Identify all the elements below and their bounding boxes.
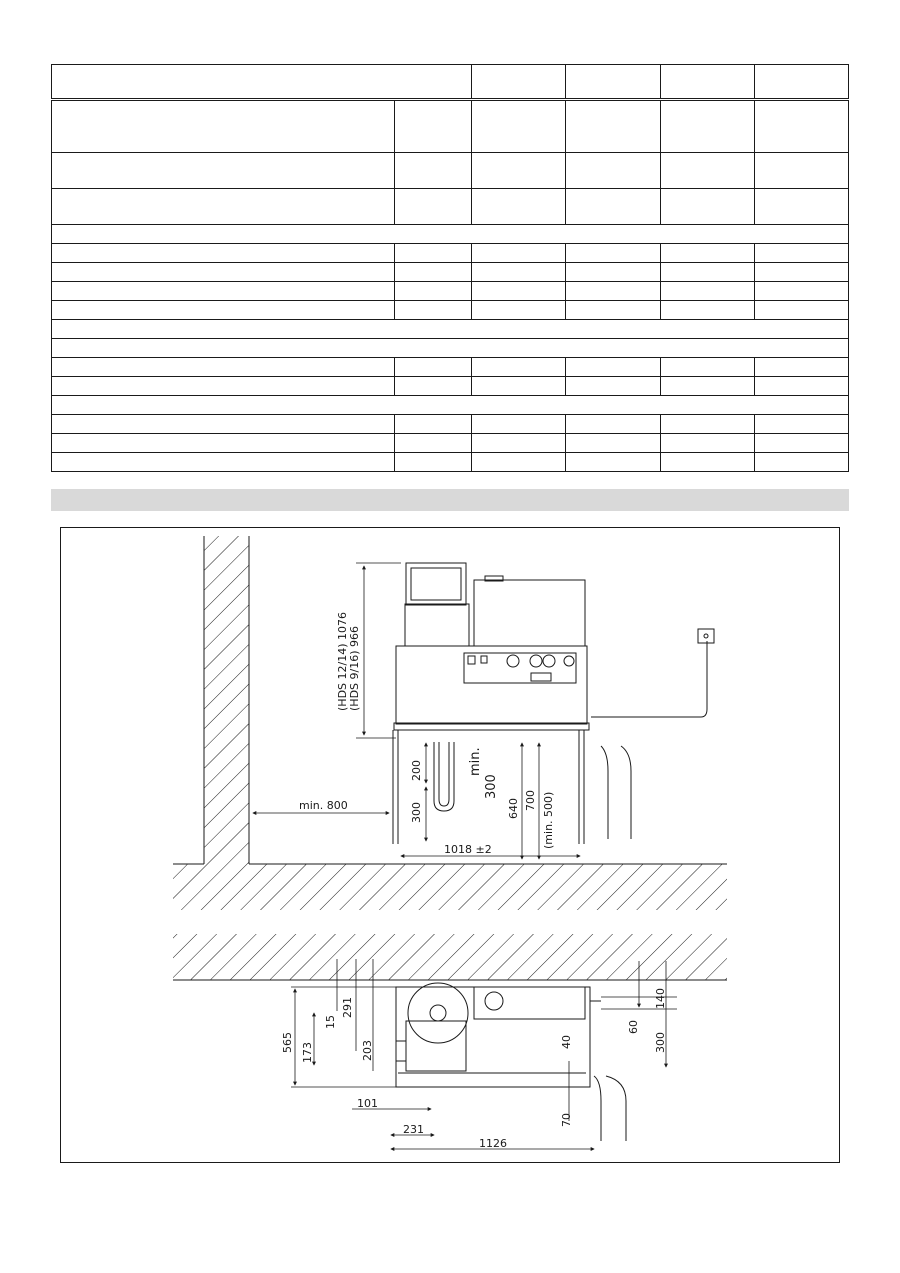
- table-cell: [566, 100, 661, 153]
- table-cell: [661, 301, 755, 320]
- table-cell: [755, 415, 849, 434]
- dim-min-300: 300: [484, 774, 499, 799]
- table-cell: [661, 65, 755, 100]
- table-cell: [52, 301, 395, 320]
- table-section-row: [52, 396, 849, 415]
- table-cell: [395, 244, 472, 263]
- table-cell: [566, 282, 661, 301]
- table-cell: [661, 100, 755, 153]
- dim-1126: 1126: [479, 1137, 507, 1150]
- table-cell: [52, 453, 395, 472]
- table-row: [52, 301, 849, 320]
- table-cell: [661, 377, 755, 396]
- dim-101: 101: [357, 1097, 378, 1110]
- dim-200: 200: [410, 760, 423, 781]
- table-cell: [472, 301, 566, 320]
- table-cell: [755, 244, 849, 263]
- table-cell: [566, 358, 661, 377]
- table-cell: [472, 153, 566, 189]
- dim-60: 60: [627, 1020, 640, 1034]
- machine-top-view: [396, 983, 626, 1141]
- table-cell: [52, 225, 849, 244]
- table-cell: [755, 358, 849, 377]
- dim-231: 231: [403, 1123, 424, 1136]
- installation-drawing: [61, 528, 841, 1164]
- table-cell: [395, 434, 472, 453]
- table-cell: [395, 263, 472, 282]
- table-cell: [566, 244, 661, 263]
- table-cell: [661, 358, 755, 377]
- table-cell: [472, 263, 566, 282]
- table-cell: [755, 263, 849, 282]
- table-cell: [472, 358, 566, 377]
- table-cell: [755, 434, 849, 453]
- table-cell: [566, 377, 661, 396]
- table-row: [52, 453, 849, 472]
- spec-table: [51, 64, 849, 472]
- table-cell: [395, 453, 472, 472]
- dim-1018: 1018 ±2: [444, 843, 492, 856]
- table-cell: [661, 189, 755, 225]
- dim-203: 203: [361, 1040, 374, 1061]
- table-cell: [755, 100, 849, 153]
- ceiling-hatch: [173, 934, 727, 980]
- table-cell: [52, 189, 395, 225]
- installation-drawing-frame: [60, 527, 840, 1163]
- table-row: [52, 263, 849, 282]
- dim-15: 15: [324, 1015, 337, 1029]
- table-section-row: [52, 320, 849, 339]
- table-cell: [52, 100, 395, 153]
- table-cell: [755, 189, 849, 225]
- dim-min-label: min.: [468, 747, 483, 776]
- table-cell: [52, 339, 849, 358]
- table-cell: [566, 434, 661, 453]
- table-cell: [52, 320, 849, 339]
- dim-300-leg: 300: [410, 802, 423, 823]
- table-cell: [52, 282, 395, 301]
- table-cell: [472, 100, 566, 153]
- table-cell: [661, 282, 755, 301]
- table-cell: [566, 301, 661, 320]
- table-row: [52, 377, 849, 396]
- table-cell: [52, 377, 395, 396]
- side-dimension-labels: [299, 612, 555, 856]
- table-section-row: [52, 339, 849, 358]
- table-cell: [755, 453, 849, 472]
- dim-70: 70: [560, 1113, 573, 1127]
- table-cell: [52, 244, 395, 263]
- dim-300-top: 300: [654, 1032, 667, 1053]
- table-section-row: [52, 225, 849, 244]
- table-cell: [566, 153, 661, 189]
- table-cell: [52, 415, 395, 434]
- table-cell: [472, 282, 566, 301]
- table-row: [52, 415, 849, 434]
- section-header-bar: [51, 489, 849, 511]
- table-cell: [661, 244, 755, 263]
- table-row: [52, 189, 849, 225]
- table-cell: [755, 65, 849, 100]
- table-cell: [566, 65, 661, 100]
- table-cell: [661, 453, 755, 472]
- table-cell: [472, 453, 566, 472]
- table-cell: [395, 301, 472, 320]
- table-cell: [52, 263, 395, 282]
- table-cell: [52, 358, 395, 377]
- table-cell: [52, 65, 472, 100]
- table-cell: [661, 263, 755, 282]
- table-row: [52, 282, 849, 301]
- dim-640: 640: [507, 798, 520, 819]
- table-cell: [52, 434, 395, 453]
- table-cell: [661, 434, 755, 453]
- table-cell: [472, 189, 566, 225]
- dim-min-500: (min. 500): [542, 791, 555, 849]
- table-cell: [755, 301, 849, 320]
- table-cell: [472, 415, 566, 434]
- table-cell: [395, 100, 472, 153]
- table-cell: [472, 377, 566, 396]
- floor-hatch: [173, 864, 727, 910]
- table-cell: [395, 282, 472, 301]
- table-cell: [395, 153, 472, 189]
- dim-700: 700: [524, 790, 537, 811]
- dim-140: 140: [654, 988, 667, 1009]
- wall-hatch: [204, 536, 249, 864]
- table-cell: [566, 189, 661, 225]
- dim-1076: (HDS 12/14) 1076: [336, 612, 349, 711]
- table-cell: [755, 377, 849, 396]
- table-row: [52, 244, 849, 263]
- dim-173: 173: [301, 1042, 314, 1063]
- table-cell: [755, 282, 849, 301]
- table-cell: [661, 415, 755, 434]
- dim-40: 40: [560, 1035, 573, 1049]
- table-cell: [472, 244, 566, 263]
- table-cell: [52, 396, 849, 415]
- table-cell: [395, 358, 472, 377]
- dim-565: 565: [281, 1032, 294, 1053]
- table-cell: [472, 434, 566, 453]
- table-cell: [395, 189, 472, 225]
- table-cell: [472, 65, 566, 100]
- table-cell: [755, 153, 849, 189]
- dim-966: (HDS 9/16) 966: [348, 626, 361, 711]
- table-row: [52, 358, 849, 377]
- table-cell: [395, 377, 472, 396]
- table-cell: [566, 415, 661, 434]
- table-cell: [566, 263, 661, 282]
- dim-291: 291: [341, 997, 354, 1018]
- table-cell: [566, 453, 661, 472]
- table-row: [52, 153, 849, 189]
- dim-min-800: min. 800: [299, 799, 348, 812]
- table-cell: [52, 153, 395, 189]
- table-cell: [395, 415, 472, 434]
- table-row: [52, 434, 849, 453]
- table-cell: [661, 153, 755, 189]
- table-row: [52, 100, 849, 153]
- table-row: [52, 65, 849, 100]
